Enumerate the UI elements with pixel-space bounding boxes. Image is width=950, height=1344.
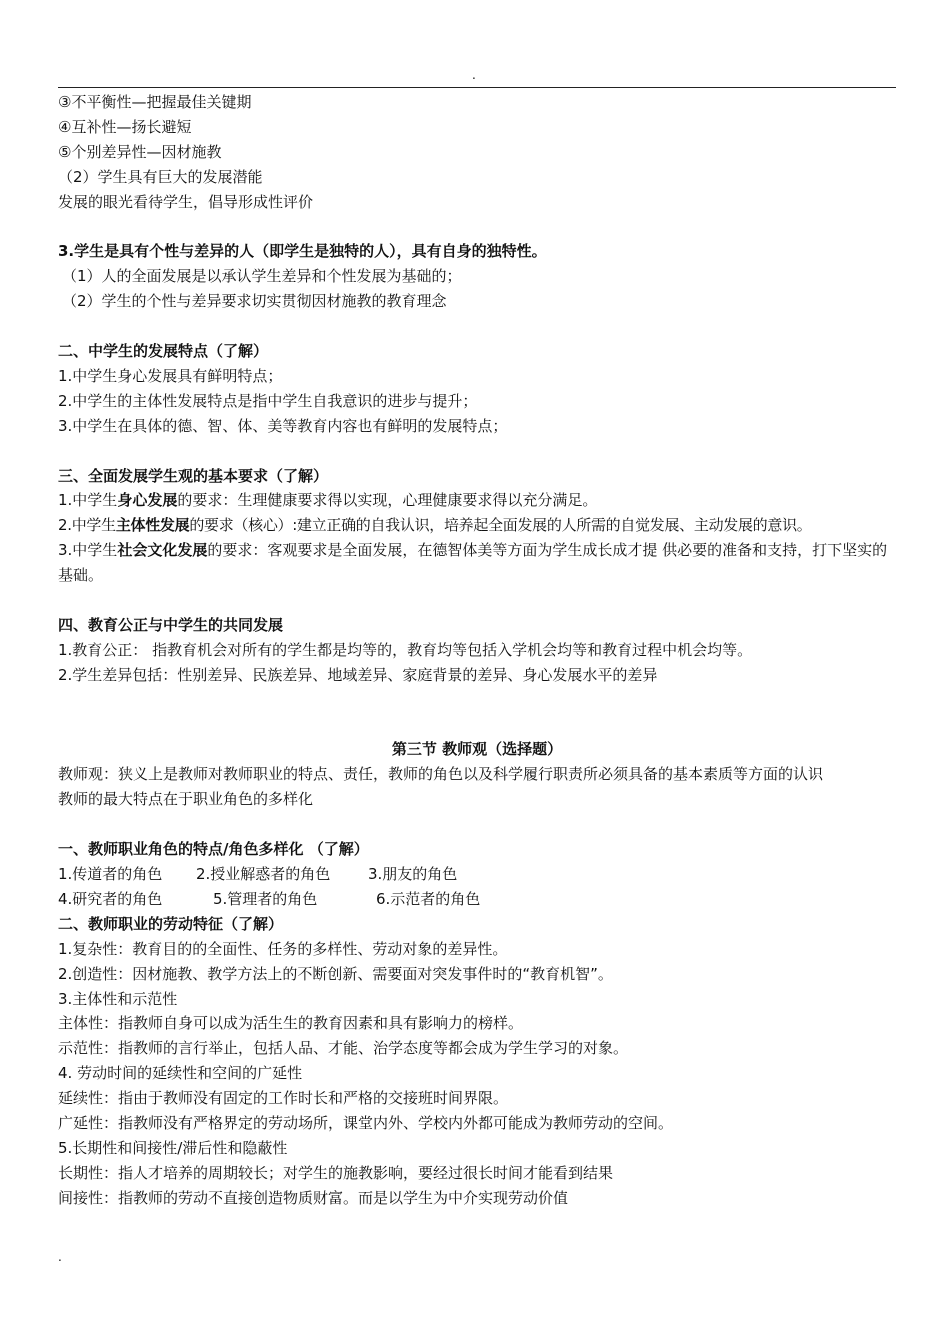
text-line: 2.学生差异包括：性别差异、民族差异、地域差异、家庭背景的差异、身心发展水平的差异 (58, 665, 658, 684)
header-rule (58, 87, 896, 88)
text-run: 1.中学生 (58, 491, 118, 510)
section-heading: 二、中学生的发展特点（了解） (58, 342, 269, 361)
text-line: （2）学生具有巨大的发展潜能 (58, 167, 263, 186)
text-line: 3.中学生在具体的德、智、体、美等教育内容也有鲜明的发展特点； (58, 416, 508, 435)
spacer (58, 588, 896, 613)
requirement-line (58, 538, 896, 588)
spacer (58, 688, 896, 713)
text-line: （2）学生的个性与差异要求切实贯彻因材施教的教育理念 (62, 292, 447, 311)
text-line: 5.长期性和间接性/滞后性和隐蔽性 (58, 1138, 288, 1157)
spacer (58, 215, 896, 240)
roles-row (58, 862, 896, 887)
text-line: ⑤个别差异性—因材施教 (58, 142, 222, 161)
role-item: 6.示范者的角色 (376, 889, 481, 908)
requirement-line (58, 513, 896, 538)
chapter-section-title: 第三节 教师观（选择题） (391, 740, 563, 759)
text-line: 1.中学生身心发展具有鲜明特点； (58, 366, 283, 385)
roles-row (58, 887, 896, 912)
bold-term: 主体性发展 (115, 516, 190, 535)
text-line: 3.主体性和示范性 (58, 989, 178, 1008)
document-body (58, 90, 896, 1211)
text-run: 3.中学生 (58, 541, 118, 560)
role-item: 4.研究者的角色 (58, 889, 163, 908)
bold-term: 社会文化发展 (117, 541, 208, 560)
text-line: 发展的眼光看待学生，倡导形成性评价 (58, 192, 314, 211)
text-line: 1.教育公正： 指教育机会对所有的学生都是均等的，教育均等包括入学机会均等和教育过程中机会均等。 (58, 640, 753, 659)
role-item: 2.授业解惑者的角色 (196, 864, 331, 883)
section-heading: 二、教师职业的劳动特征（了解） (58, 914, 284, 933)
spacer (58, 812, 896, 837)
text-line: （1）人的全面发展是以承认学生差异和个性发展为基础的； (62, 267, 462, 286)
text-line: 1.复杂性：教育目的的全面性、任务的多样性、劳动对象的差异性。 (58, 939, 508, 958)
text-run: 2.中学生 (58, 516, 116, 535)
text-line: 间接性：指教师的劳动不直接创造物质财富。而是以学生为中介实现劳动价值 (58, 1188, 569, 1207)
bold-term: 身心发展 (117, 491, 178, 510)
section-heading: 四、教育公正与中学生的共同发展 (58, 615, 284, 634)
text-line: 教师的最大特点在于职业角色的多样化 (58, 790, 314, 809)
text-line: 广延性：指教师没有严格界定的劳动场所，课堂内外、学校内外都可能成为教师劳动的空间。 (58, 1114, 674, 1133)
section-heading: 三、全面发展学生观的基本要求（了解） (58, 466, 329, 485)
spacer (58, 314, 896, 339)
spacer (58, 713, 896, 738)
text-line: 长期性：指人才培养的周期较长；对学生的施教影响，要经过很长时间才能看到结果 (58, 1163, 614, 1182)
text-line: ③不平衡性—把握最佳关键期 (58, 93, 252, 111)
requirement-line (58, 488, 896, 513)
header-dot: . (472, 68, 476, 82)
text-line: 主体性：指教师自身可以成为活生生的教育因素和具有影响力的榜样。 (58, 1014, 524, 1033)
footer-dot: . (58, 1250, 62, 1264)
text-line: 2.创造性：因材施教、教学方法上的不断创新、需要面对突发事件时的“教育机智”。 (58, 964, 613, 983)
text-line: 示范性：指教师的言行举止，包括人品、才能、治学态度等都会成为学生学习的对象。 (58, 1039, 629, 1058)
text-line: 延续性：指由于教师没有固定的工作时长和严格的交接班时间界限。 (58, 1089, 509, 1108)
text-line: 教师观：狭义上是教师对教师职业的特点、责任，教师的角色以及科学履行职责所必须具备的基本素质等方面的认识 (58, 765, 824, 784)
text-line: ④互补性—扬长避短 (58, 117, 192, 136)
role-item: 1.传道者的角色 (58, 864, 163, 883)
section-heading: 一、教师职业角色的特点/角色多样化 （了解） (58, 840, 369, 859)
spacer (58, 439, 896, 464)
text-run: 的要求（核心）:建立正确的自我认识，培养起全面发展的人所需的自觉发展、主动发展的意识。 (189, 516, 812, 535)
text-line: 4. 劳动时间的延续性和空间的广延性 (58, 1064, 303, 1083)
role-item: 5.管理者的角色 (213, 889, 318, 908)
role-item: 3.朋友的角色 (368, 864, 458, 883)
text-run: 的要求：生理健康要求得以实现，心理健康要求得以充分满足。 (177, 491, 598, 510)
text-run: 的要求：客观要求是全面发展，在德智体美等方面为学生成长成才提 供必要的准备和支持，打下坚实的基础。 (58, 541, 888, 585)
point-heading: 3.学生是具有个性与差异的人（即学生是独特的人），具有自身的独特性。 (58, 242, 547, 261)
text-line: 2.中学生的主体性发展特点是指中学生自我意识的进步与提升； (58, 391, 478, 410)
